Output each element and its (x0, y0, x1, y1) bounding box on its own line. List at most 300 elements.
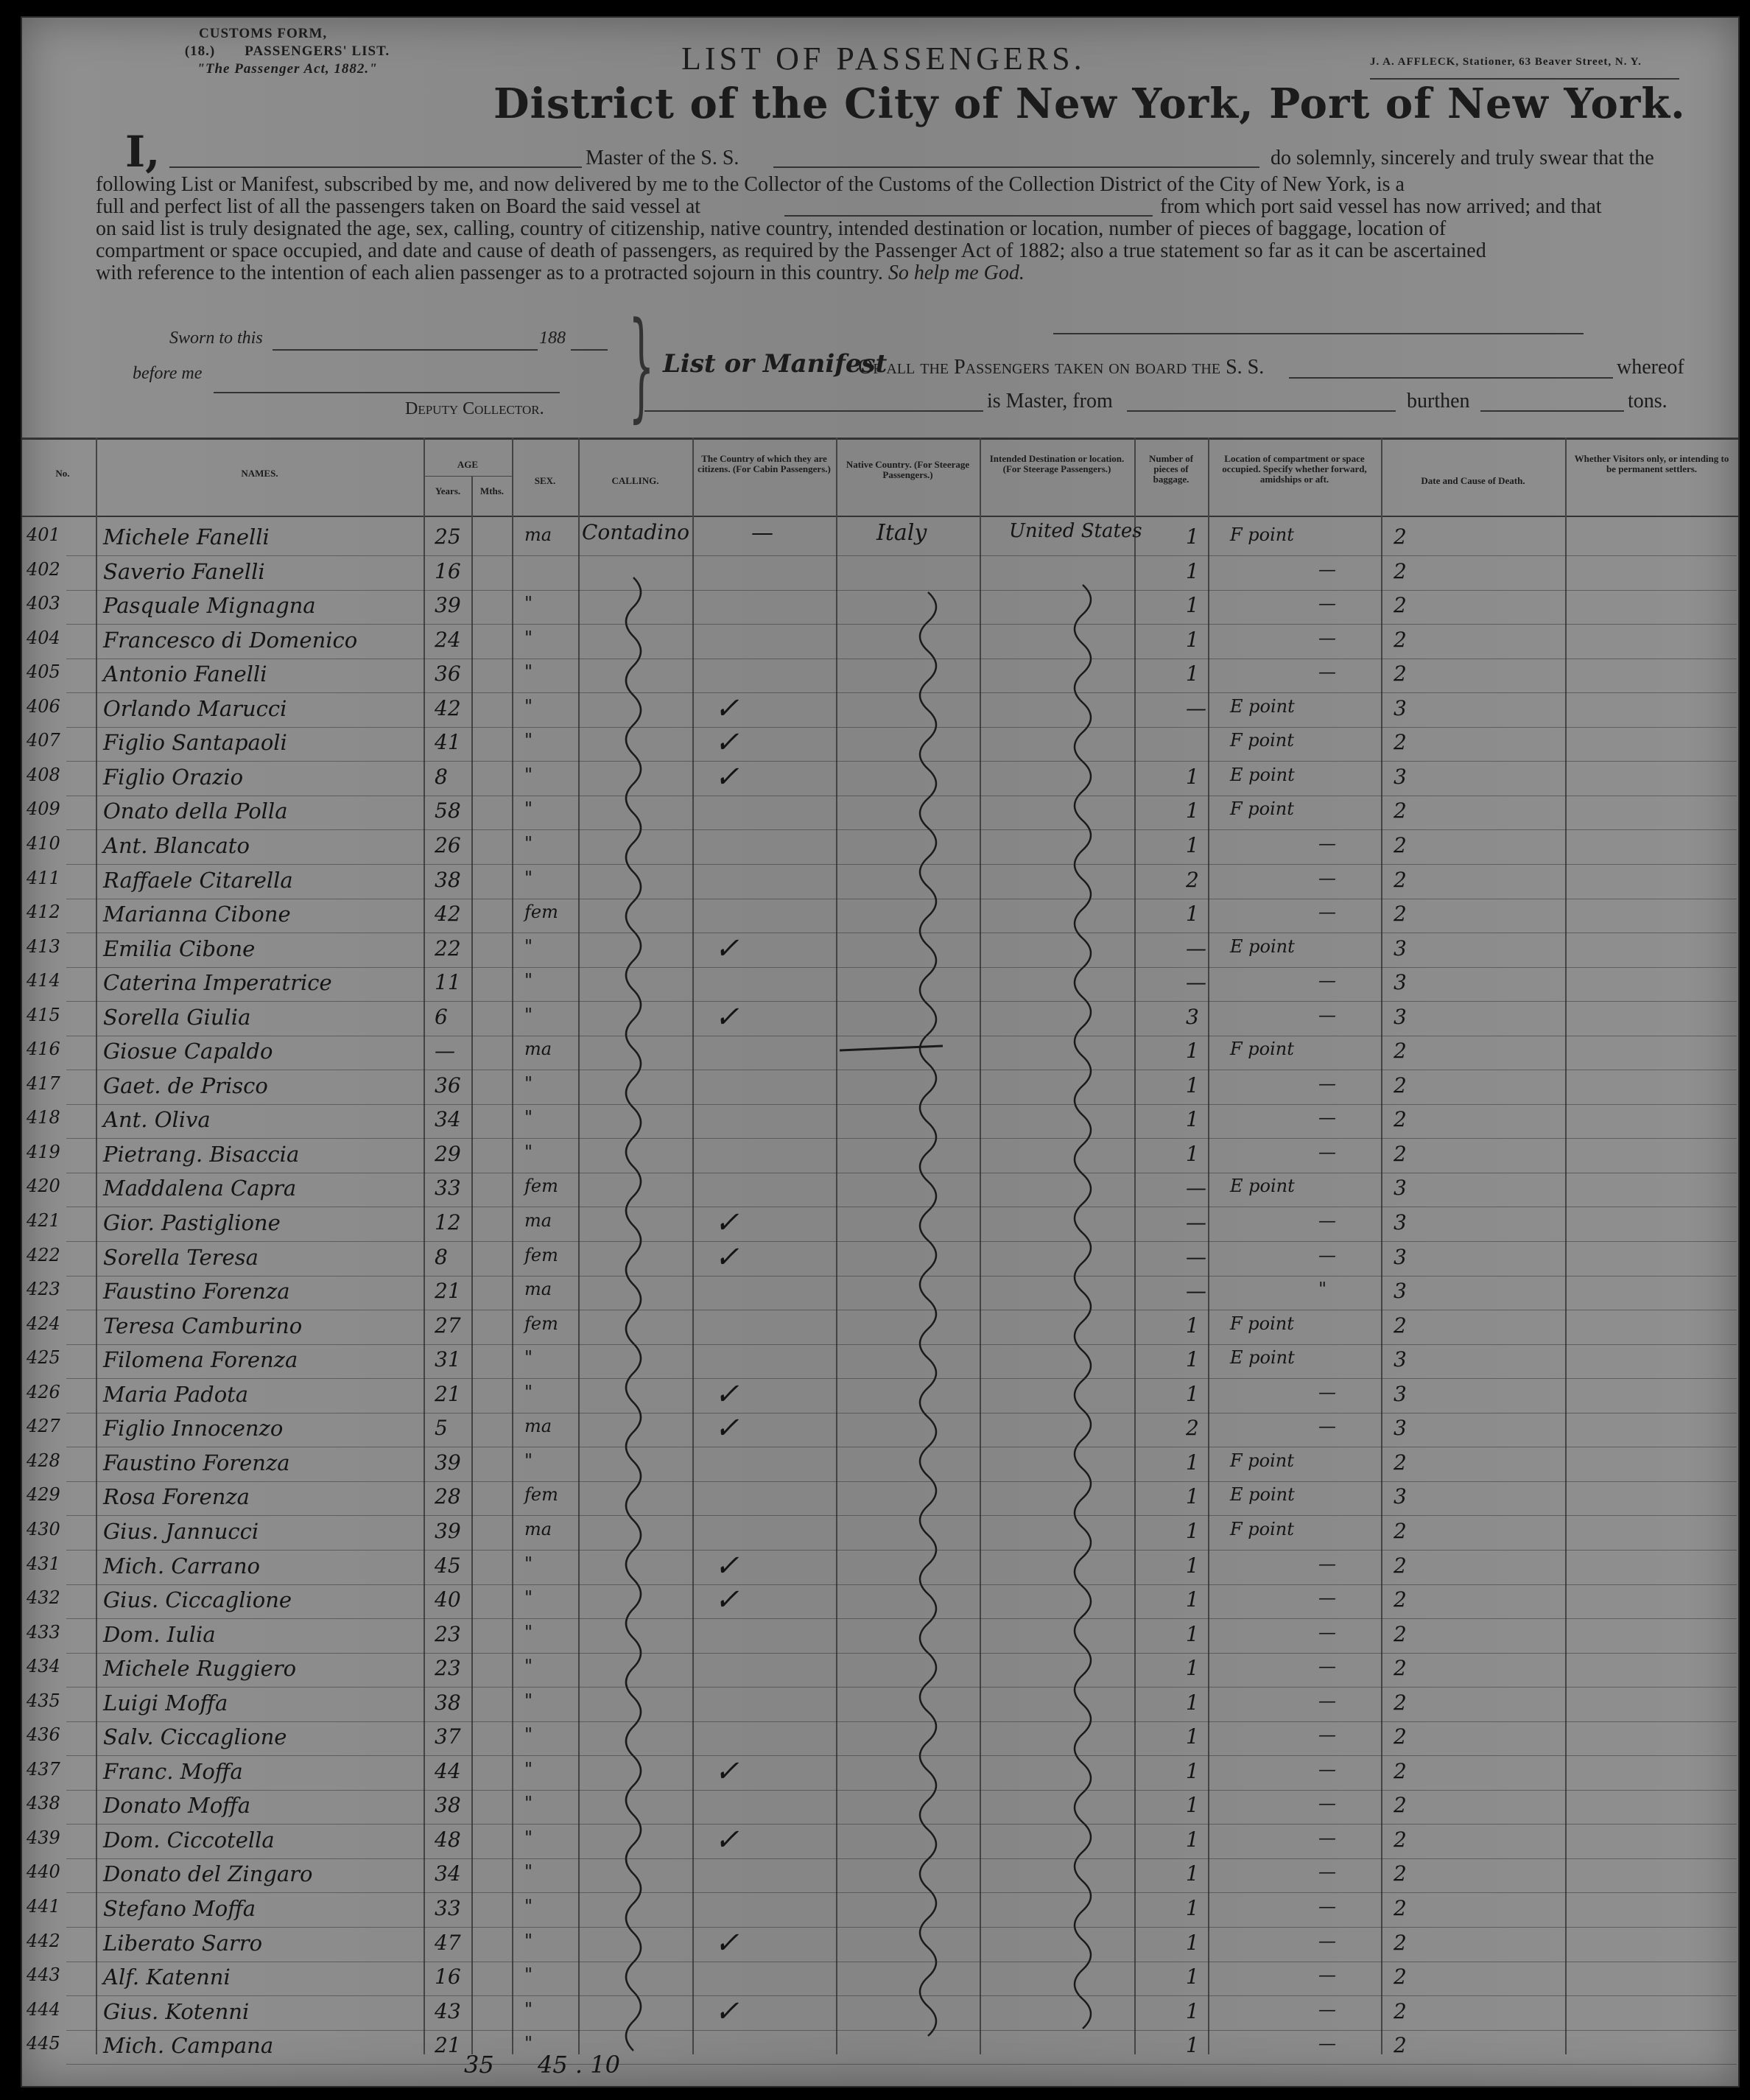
baggage-count: — (1186, 1176, 1206, 1201)
col-country-citizen: The Country of which they are citizens. (For Cabin Passengers.) (697, 453, 831, 474)
deputy-collector-label: Deputy Collector. (405, 399, 544, 418)
passenger-age: 22 (435, 935, 461, 961)
passenger-number: 410 (27, 832, 60, 854)
col-visitors: Whether Visitors only, or intending to be permanent settlers. (1574, 453, 1729, 474)
passenger-name: Filomena Forenza (103, 1347, 298, 1373)
passenger-age: 6 (435, 1004, 448, 1029)
row-rule (66, 590, 1737, 591)
baggage-count: 1 (1186, 1553, 1199, 1578)
passenger-age: 23 (435, 1621, 461, 1646)
passenger-sex: " (524, 1553, 533, 1574)
passenger-number: 432 (27, 1587, 60, 1609)
passenger-age: 39 (435, 1450, 461, 1475)
burthen-label: burthen (1407, 390, 1470, 412)
baggage-count: 3 (1186, 1004, 1199, 1029)
passenger-age: 36 (435, 1072, 461, 1098)
sworn-to-label: Sworn to this (169, 329, 263, 348)
passenger-sex: fem (524, 902, 558, 923)
passenger-number: 433 (27, 1621, 60, 1643)
row-rule (66, 1481, 1737, 1482)
passenger-age: 12 (435, 1210, 461, 1235)
compartment-count: 2 (1394, 1861, 1407, 1886)
compartment-count: 2 (1394, 1724, 1407, 1749)
compartment-count: 2 (1394, 1690, 1407, 1715)
passenger-age: 47 (435, 1930, 461, 1955)
passenger-name: Dom. Iulia (103, 1621, 216, 1647)
compartment-location: — (1318, 1964, 1336, 1986)
passenger-name: Saverio Fanelli (103, 558, 265, 584)
passenger-age: 23 (435, 1656, 461, 1681)
compartment-location: — (1318, 1416, 1336, 1437)
col-death: Date and Cause of Death. (1421, 475, 1525, 486)
passenger-name: Giosue Capaldo (103, 1039, 273, 1064)
passenger-sex: ma (524, 1279, 552, 1300)
compartment-location: E point (1230, 695, 1295, 717)
citizen-check: ✓ (714, 931, 739, 966)
passenger-sex: " (524, 1587, 533, 1609)
baggage-count: — (1186, 1244, 1206, 1269)
passenger-sex: fem (524, 1176, 558, 1197)
baggage-count: 1 (1186, 1861, 1199, 1886)
passenger-number: 412 (27, 902, 60, 923)
master-label: Master of the S. S. (586, 147, 739, 169)
passenger-age: 25 (435, 524, 461, 549)
before-me-label: before me (133, 364, 203, 383)
passenger-name: Ant. Oliva (103, 1107, 211, 1133)
passenger-age: — (435, 1039, 455, 1064)
compartment-count: 3 (1394, 1381, 1407, 1406)
passenger-sex: " (524, 661, 533, 683)
passenger-sex: fem (524, 1313, 558, 1334)
passenger-sex: " (524, 1724, 533, 1746)
row-rule (66, 1687, 1737, 1688)
row-rule (66, 1515, 1737, 1516)
tons-label: tons. (1628, 390, 1668, 412)
passenger-age: 26 (435, 832, 461, 857)
citizen-check: ✓ (714, 1548, 739, 1583)
row-rule (66, 1618, 1737, 1619)
passenger-age: 39 (435, 1518, 461, 1543)
passenger-sex: fem (524, 1484, 558, 1506)
passenger-name: Teresa Camburino (103, 1313, 303, 1338)
passenger-age: 41 (435, 730, 461, 755)
compartment-count: 3 (1394, 764, 1407, 789)
baggage-count: 1 (1186, 1587, 1199, 1612)
baggage-count: 1 (1186, 902, 1199, 927)
compartment-count: 2 (1394, 1896, 1407, 1920)
passenger-age: 8 (435, 1244, 448, 1269)
compartment-count: 2 (1394, 1107, 1407, 1132)
passenger-name: Figlio Orazio (103, 764, 244, 790)
row-rule (66, 1653, 1737, 1654)
passenger-number: 422 (27, 1244, 60, 1265)
passenger-age: 44 (435, 1758, 461, 1783)
passenger-number: 427 (27, 1416, 60, 1437)
citizen-check: ✓ (714, 1925, 739, 1960)
passenger-sex: " (524, 764, 533, 785)
compartment-location: — (1318, 1072, 1336, 1094)
passenger-name: Orlando Marucci (103, 695, 287, 721)
passenger-name: Faustino Forenza (103, 1450, 290, 1475)
baggage-count: 1 (1186, 558, 1199, 583)
passenger-number: 443 (27, 1964, 60, 1986)
baggage-count: 1 (1186, 1347, 1199, 1372)
citizen-check: ✓ (714, 691, 739, 726)
passenger-name: Gius. Kotenni (103, 1998, 250, 2024)
passenger-age: 11 (435, 970, 461, 995)
passenger-sex: " (524, 593, 533, 614)
passenger-age: 5 (435, 1416, 448, 1441)
baggage-count: 2 (1186, 867, 1199, 892)
compartment-location: — (1318, 1827, 1336, 1848)
is-master-label: is Master, from (987, 390, 1113, 412)
row-rule (66, 1927, 1737, 1928)
baggage-count: 1 (1186, 1793, 1199, 1818)
compartment-location: — (1318, 1141, 1336, 1162)
baggage-count: 1 (1186, 2033, 1199, 2058)
oath-line6: with reference to the intention of each alien passenger as to a protracted sojourn in this country. (96, 261, 883, 284)
compartment-location: — (1318, 627, 1336, 648)
row-rule (66, 1138, 1737, 1139)
passenger-age: 38 (435, 1793, 461, 1818)
manifest-subtitle: Of all the Passengers taken on board the S. S. (858, 356, 1265, 379)
compartment-location: — (1318, 1621, 1336, 1643)
compartment-count: 2 (1394, 902, 1407, 927)
baggage-count: 1 (1186, 524, 1199, 549)
compartment-count: 2 (1394, 1553, 1407, 1578)
passenger-name: Francesco di Domenico (103, 627, 358, 653)
col-baggage: Number of pieces of baggage. (1148, 453, 1194, 485)
row-rule (66, 1755, 1737, 1756)
passenger-number: 435 (27, 1690, 60, 1711)
citizen-check: ✓ (714, 1411, 739, 1446)
passenger-name: Maria Padota (103, 1381, 249, 1407)
row-rule (66, 1995, 1737, 1996)
row-rule (66, 1824, 1737, 1825)
compartment-location: — (1318, 970, 1336, 991)
passenger-age: 29 (435, 1141, 461, 1166)
compartment-location: E point (1230, 764, 1295, 785)
passenger-name: Emilia Cibone (103, 935, 256, 961)
passenger-number: 403 (27, 593, 60, 614)
passenger-number: 431 (27, 1553, 60, 1574)
compartment-count: 2 (1394, 798, 1407, 824)
form-act: "The Passenger Act, 1882." (197, 61, 378, 77)
compartment-count: 3 (1394, 935, 1407, 961)
col-native-country: Native Country. (For Steerage Passengers.) (846, 459, 970, 480)
row-rule (66, 2030, 1737, 2031)
manifest-sheet (21, 16, 1740, 2087)
passenger-sex: ma (524, 1039, 552, 1060)
compartment-location: — (1318, 1553, 1336, 1574)
passenger-name: Franc. Moffa (103, 1758, 243, 1784)
passenger-number: 436 (27, 1724, 60, 1746)
passenger-sex: " (524, 1141, 533, 1162)
baggage-count: 1 (1186, 627, 1199, 652)
passenger-name: Figlio Santapaoli (103, 730, 287, 756)
compartment-location: — (1318, 1656, 1336, 1677)
passenger-sex: " (524, 1964, 533, 1986)
passenger-age: 34 (435, 1861, 461, 1886)
passenger-name: Marianna Cibone (103, 902, 291, 927)
passenger-number: 440 (27, 1861, 60, 1883)
brace: } (628, 296, 655, 434)
compartment-location: F point (1230, 1313, 1294, 1334)
passenger-sex: " (524, 1004, 533, 1025)
passenger-age: 33 (435, 1896, 461, 1920)
passenger-sex: " (524, 867, 533, 888)
passenger-number: 421 (27, 1210, 60, 1231)
compartment-location: — (1318, 1930, 1336, 1951)
passenger-number: 414 (27, 970, 60, 991)
compartment-location: " (1318, 1279, 1327, 1300)
citizen-check: ✓ (714, 1754, 739, 1788)
passenger-number: 406 (27, 695, 60, 717)
passenger-name: Stefano Moffa (103, 1896, 256, 1921)
row-rule (66, 967, 1737, 968)
passenger-number: 409 (27, 798, 60, 820)
passenger-name: Luigi Moffa (103, 1690, 228, 1716)
passenger-sex: " (524, 798, 533, 820)
passenger-sex: " (524, 1072, 533, 1094)
row-rule (66, 761, 1737, 762)
passenger-number: 439 (27, 1827, 60, 1848)
passenger-number: 423 (27, 1279, 60, 1300)
passenger-number: 419 (27, 1141, 60, 1162)
passenger-sex: " (524, 1621, 533, 1643)
compartment-location: — (1318, 2033, 1336, 2054)
col-years: Years. (435, 485, 461, 496)
compartment-location: — (1318, 558, 1336, 580)
district-heading: District of the City of New York, Port of New York. (493, 80, 1686, 128)
passenger-age: 38 (435, 1690, 461, 1715)
page-title: LIST OF PASSENGERS. (681, 41, 1086, 77)
baggage-count: 1 (1186, 1518, 1199, 1543)
compartment-count: 3 (1394, 1484, 1407, 1509)
compartment-location: E point (1230, 1176, 1295, 1197)
passenger-age: 8 (435, 764, 448, 789)
baggage-count: 1 (1186, 1896, 1199, 1920)
baggage-count: — (1186, 695, 1206, 720)
compartment-location: — (1318, 1724, 1336, 1746)
passenger-number: 437 (27, 1758, 60, 1780)
baggage-count: 1 (1186, 1998, 1199, 2023)
citizen-check: ✓ (714, 1206, 739, 1240)
passenger-name: Sorella Giulia (103, 1004, 251, 1030)
passenger-number: 428 (27, 1450, 60, 1471)
manifest-title: List or Manifest (663, 349, 888, 379)
compartment-count: 2 (1394, 730, 1407, 755)
compartment-count: 2 (1394, 1141, 1407, 1166)
col-names: NAMES. (241, 468, 278, 479)
citizen-check: ✓ (714, 1240, 739, 1274)
passenger-number: 424 (27, 1313, 60, 1334)
passenger-name: Mich. Campana (103, 2033, 274, 2059)
baggage-count: 1 (1186, 1724, 1199, 1749)
row-rule (66, 692, 1737, 693)
country-value: — (751, 520, 773, 546)
row-rule (66, 1858, 1737, 1859)
row-rule (66, 2064, 1737, 2065)
baggage-count: — (1186, 970, 1206, 995)
baggage-count: — (1186, 1279, 1206, 1304)
passenger-age: 45 (435, 1553, 461, 1578)
compartment-location: — (1318, 1690, 1336, 1711)
oath-line2: following List or Manifest, subscribed by me, and now delivered by me to the Collector of the Customs of the Collection District of the City of New York, is a (96, 173, 1405, 196)
citizen-check: ✓ (714, 1377, 739, 1411)
baggage-count: 1 (1186, 661, 1199, 686)
baggage-count: 1 (1186, 1450, 1199, 1475)
passenger-age: 33 (435, 1176, 461, 1201)
compartment-count: 2 (1394, 524, 1407, 549)
passenger-sex: " (524, 1347, 533, 1369)
row-rule (66, 1550, 1737, 1551)
baggage-count: 1 (1186, 1758, 1199, 1783)
passenger-age: 21 (435, 1381, 461, 1406)
compartment-location: — (1318, 1896, 1336, 1917)
passenger-name: Figlio Innocenzo (103, 1416, 284, 1441)
citizen-check: ✓ (714, 1994, 739, 2029)
sworn-year: 188 (539, 329, 566, 348)
baggage-count: 1 (1186, 1039, 1199, 1064)
passenger-number: 442 (27, 1930, 60, 1951)
oath-closing: So help me God. (888, 261, 1025, 284)
passenger-number: 408 (27, 764, 60, 785)
compartment-location: F point (1230, 524, 1294, 545)
passenger-number: 402 (27, 558, 60, 580)
compartment-location: — (1318, 661, 1336, 683)
baggage-count: 1 (1186, 1964, 1199, 1990)
compartment-location: F point (1230, 798, 1294, 820)
passenger-name: Gaet. de Prisco (103, 1072, 268, 1098)
compartment-count: 2 (1394, 867, 1407, 892)
compartment-location: — (1318, 902, 1336, 923)
compartment-location: E point (1230, 1484, 1295, 1506)
compartment-location: — (1318, 1244, 1336, 1265)
compartment-count: 2 (1394, 832, 1407, 857)
compartment-count: 3 (1394, 1347, 1407, 1372)
passenger-age: 43 (435, 1998, 461, 2023)
passenger-name: Pietrang. Bisaccia (103, 1141, 300, 1167)
passenger-number: 404 (27, 627, 60, 648)
compartment-location: F point (1230, 1518, 1294, 1539)
passenger-sex: " (524, 1861, 533, 1883)
compartment-location: — (1318, 1210, 1336, 1231)
native-country-value: Italy (876, 520, 927, 546)
passenger-sex: " (524, 1107, 533, 1128)
passenger-sex: ma (524, 1210, 552, 1231)
row-rule (66, 864, 1737, 865)
compartment-count: 3 (1394, 1210, 1407, 1235)
passenger-age: 34 (435, 1107, 461, 1132)
baggage-count: 1 (1186, 764, 1199, 789)
passenger-number: 405 (27, 661, 60, 683)
passenger-age: 21 (435, 1279, 461, 1304)
passenger-age: 39 (435, 593, 461, 618)
row-rule (66, 829, 1737, 830)
passenger-number: 401 (27, 524, 60, 545)
compartment-location: — (1318, 867, 1336, 888)
passenger-number: 417 (27, 1072, 60, 1094)
passenger-sex: " (524, 935, 533, 957)
passenger-number: 413 (27, 935, 60, 957)
passenger-number: 430 (27, 1518, 60, 1539)
baggage-count: 1 (1186, 1656, 1199, 1681)
oath-i: I, (125, 127, 161, 177)
compartment-count: 2 (1394, 1998, 1407, 2023)
passenger-name: Sorella Teresa (103, 1244, 259, 1270)
passenger-name: Rosa Forenza (103, 1484, 250, 1510)
passenger-name: Michele Fanelli (103, 524, 270, 549)
passenger-name: Donato del Zingaro (103, 1861, 313, 1887)
passenger-sex: " (524, 832, 533, 854)
stationer-label: J. A. AFFLECK, Stationer, 63 Beaver Street, N. Y. (1370, 56, 1642, 68)
passenger-number: 407 (27, 730, 60, 751)
compartment-count: 3 (1394, 1004, 1407, 1029)
compartment-location: F point (1230, 730, 1294, 751)
compartment-count: 2 (1394, 1930, 1407, 1955)
passenger-number: 415 (27, 1004, 60, 1025)
passenger-age: 21 (435, 2033, 461, 2058)
row-rule (66, 1892, 1737, 1893)
passenger-name: Maddalena Capra (103, 1176, 297, 1201)
compartment-location: F point (1230, 1039, 1294, 1060)
passenger-name: Onato della Polla (103, 798, 288, 824)
compartment-location: — (1318, 1998, 1336, 2020)
passenger-age: 42 (435, 695, 461, 720)
passenger-sex: " (524, 1381, 533, 1402)
baggage-count: 1 (1186, 1313, 1199, 1338)
compartment-location: — (1318, 1861, 1336, 1883)
form-customs: CUSTOMS FORM, (199, 26, 328, 41)
passenger-number: 438 (27, 1793, 60, 1814)
whereof-label: whereof (1617, 356, 1684, 379)
passenger-sex: " (524, 1930, 533, 1951)
baggage-count: 1 (1186, 1827, 1199, 1852)
passenger-number: 441 (27, 1896, 60, 1917)
passenger-sex: " (524, 730, 533, 751)
passenger-name: Pasquale Mignagna (103, 593, 316, 619)
compartment-count: 3 (1394, 1279, 1407, 1304)
passenger-name: Gius. Jannucci (103, 1518, 259, 1544)
col-months: Mths. (479, 485, 505, 496)
baggage-count: 1 (1186, 593, 1199, 618)
compartment-count: 2 (1394, 1450, 1407, 1475)
passenger-name: Mich. Carrano (103, 1553, 260, 1578)
passenger-sex: " (524, 1758, 533, 1780)
compartment-location: — (1318, 832, 1336, 854)
passenger-number: 420 (27, 1176, 60, 1197)
col-location: Location of compartment or space occupied. Specify whether forward, amidships or aft. (1222, 453, 1367, 485)
passenger-rows (22, 18, 1738, 2086)
passenger-sex: fem (524, 1244, 558, 1265)
citizen-check: ✓ (714, 1583, 739, 1618)
oath-line3-end: from which port said vessel has now arrived; and that (1160, 195, 1602, 218)
passenger-number: 445 (27, 2033, 60, 2054)
compartment-count: 2 (1394, 593, 1407, 618)
passenger-sex: " (524, 1450, 533, 1471)
form-type: PASSENGERS' LIST. (245, 43, 390, 59)
col-destination: Intended Destination or location. (For Steerage Passengers.) (989, 453, 1125, 474)
row-rule (66, 1104, 1737, 1105)
compartment-count: 2 (1394, 2033, 1407, 2058)
passenger-name: Salv. Ciccaglione (103, 1724, 287, 1750)
compartment-count: 2 (1394, 627, 1407, 652)
passenger-name: Michele Ruggiero (103, 1656, 297, 1682)
row-rule (66, 727, 1737, 728)
passenger-sex: ma (524, 1416, 552, 1437)
baggage-count: 1 (1186, 1690, 1199, 1715)
